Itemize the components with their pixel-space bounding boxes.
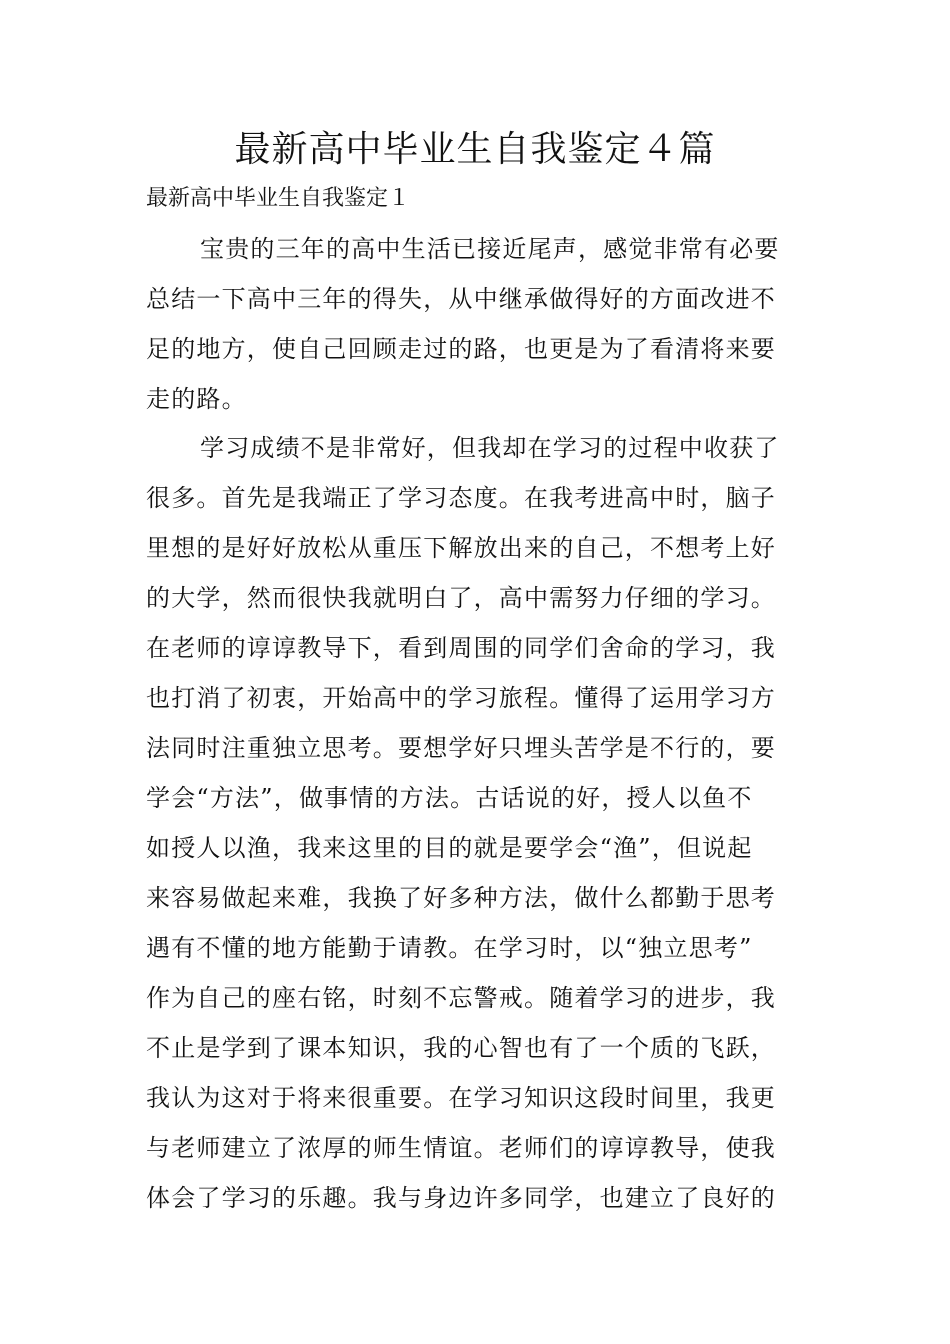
paragraph-line: 学会“方法”，做事情的方法。古话说的好，授人以鱼不 [146,784,753,812]
paragraph-line: 如授人以渔，我来这里的目的就是要学会“渔”，但说起 [146,834,753,862]
paragraph-2 [146,423,806,1223]
paragraph-line: 不止是学到了课本知识，我的心智也有了一个质的飞跃， [146,1034,776,1062]
paragraph-line: 遇有不懂的地方能勤于请教。在学习时，以“独立思考” [146,934,753,962]
paragraph-line: 来容易做起来难，我换了好多种方法，做什么都勤于思考 [146,884,776,912]
paragraph-line: 学习成绩不是非常好，但我却在学习的过程中收获了 [200,434,780,462]
paragraph-line: 法同时注重独立思考。要想学好只埋头苦学是不行的，要 [146,734,776,762]
paragraph-line: 也打消了初衷，开始高中的学习旅程。懂得了运用学习方 [146,684,776,712]
paragraph-1 [146,224,806,424]
paragraph-line: 与老师建立了浓厚的师生情谊。老师们的谆谆教导，使我 [146,1134,776,1162]
paragraph-line: 体会了学习的乐趣。我与身边许多同学，也建立了良好的 [146,1184,776,1212]
paragraph-line: 很多。首先是我端正了学习态度。在我考进高中时，脑子 [146,484,776,512]
paragraph-line: 作为自己的座右铭，时刻不忘警戒。随着学习的进步，我 [146,984,776,1012]
paragraph-line: 在老师的谆谆教导下，看到周围的同学们舍命的学习，我 [146,634,776,662]
section-heading: 最新高中毕业生自我鉴定１ [146,186,411,211]
paragraph-line: 足的地方，使自己回顾走过的路，也更是为了看清将来要 [146,335,776,363]
paragraph-line: 走的路。 [146,385,247,413]
paragraph-line: 里想的是好好放松从重压下解放出来的自己，不想考上好 [146,534,776,562]
paragraph-line: 的大学，然而很快我就明白了，高中需努力仔细的学习。 [146,584,776,612]
document-title: 最新高中毕业生自我鉴定４篇 [234,129,716,170]
paragraph-line: 总结一下高中三年的得失，从中继承做得好的方面改进不 [146,285,776,313]
paragraph-line: 我认为这对于将来很重要。在学习知识这段时间里，我更 [146,1084,776,1112]
paragraph-line: 宝贵的三年的高中生活已接近尾声，感觉非常有必要 [200,235,780,263]
